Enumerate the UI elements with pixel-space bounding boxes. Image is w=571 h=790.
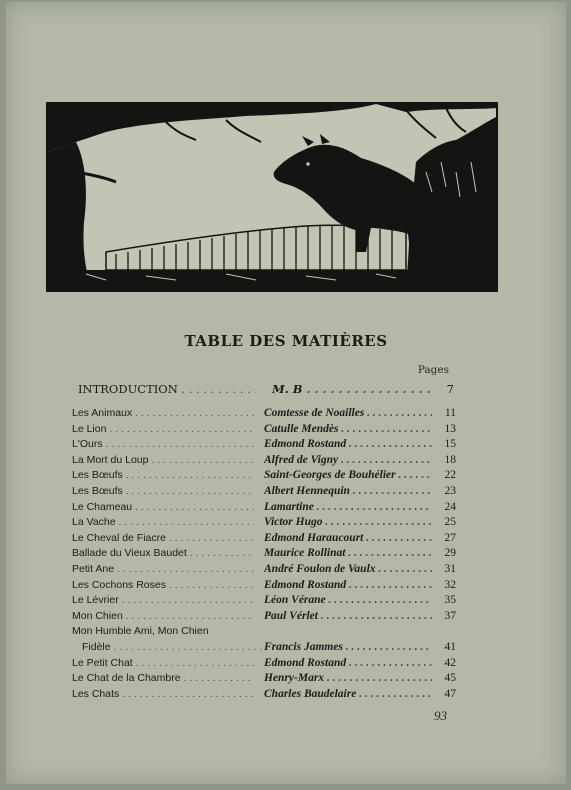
poem-page: 35 <box>444 594 456 607</box>
pages-column-label: Pages <box>417 364 449 376</box>
poem-page: 22 <box>444 469 456 482</box>
poem-author: Edmond Rostand . . . <box>264 656 432 672</box>
poem-page: 45 <box>444 672 456 685</box>
poem-title: Petit Ane . . . <box>72 562 254 578</box>
poem-title: Les Chats . . . <box>72 687 254 703</box>
poem-page: 11 <box>444 407 456 419</box>
poem-author: Lamartine . . . <box>264 500 432 516</box>
poem-page: 29 <box>444 547 456 560</box>
toc-entry <box>72 624 456 640</box>
poem-author: Léon Vérane . . . <box>264 593 432 609</box>
poem-author: Edmond Rostand . . . <box>264 578 432 594</box>
poem-author: Catulle Mendès . . . <box>264 422 432 438</box>
toc-entry <box>72 453 456 469</box>
poem-title: La Mort du Loup . . . <box>72 453 254 469</box>
poem-title: Le Petit Chat . . . <box>72 656 254 672</box>
poem-page: 42 <box>444 656 456 669</box>
poem-page: 32 <box>444 578 456 591</box>
introduction-page: 7 <box>446 382 454 396</box>
toc-entry <box>72 531 456 547</box>
poem-author: Comtesse de Noailles . . . <box>264 406 432 422</box>
poem-page: 41 <box>444 640 456 653</box>
poem-author: Alfred de Vigny . . . <box>264 453 432 469</box>
toc-entry <box>72 500 456 516</box>
book-page <box>6 2 566 784</box>
poem-title: Les Animaux . . . <box>72 406 254 422</box>
toc-entry <box>72 484 456 500</box>
poem-title: Le Chameau . . . <box>72 500 254 516</box>
poem-page: 47 <box>444 687 456 700</box>
introduction-author: M. B . . . <box>272 382 434 396</box>
poem-page: 31 <box>444 562 456 575</box>
poem-title: Les Cochons Roses . . . <box>72 578 254 594</box>
poem-title: Le Chat de la Chambre . . . <box>72 671 254 687</box>
toc-entry <box>72 578 456 594</box>
introduction-title: INTRODUCTION . . . <box>78 382 256 396</box>
poem-title: Le Lion . . . <box>72 422 254 438</box>
toc-entry <box>72 593 456 609</box>
poem-author: André Foulon de Vaulx . . . <box>264 562 432 578</box>
toc-entry <box>72 562 456 578</box>
poem-page: 27 <box>444 531 456 544</box>
toc-entry <box>72 546 456 562</box>
poem-author: Edmond Rostand . . . <box>264 437 432 453</box>
toc-entry <box>72 437 456 453</box>
toc-entry <box>72 640 456 656</box>
poem-page: 13 <box>444 422 456 435</box>
poem-author: Charles Baudelaire . . . <box>264 687 432 703</box>
poem-title: Mon Humble Ami, Mon Chien <box>72 625 209 638</box>
poem-page: 25 <box>444 516 456 529</box>
poem-page: 23 <box>444 484 456 497</box>
introduction-entry <box>78 382 454 400</box>
poem-title: L'Ours . . . <box>72 437 254 453</box>
poem-author: Francis Jammes . . . <box>264 640 432 656</box>
poem-author: Edmond Haraucourt . . . <box>264 531 432 547</box>
page-number: 93 <box>434 708 447 723</box>
poem-author: Paul Vérlet . . . <box>264 609 432 625</box>
page-title: TABLE DES MATIÈRES <box>184 332 388 350</box>
toc-entry <box>72 422 456 438</box>
toc-entry <box>72 468 456 484</box>
poem-page: 15 <box>444 438 456 451</box>
woodcut-boar-illustration <box>46 102 498 292</box>
poem-page: 18 <box>444 453 456 466</box>
toc-entry <box>72 406 456 422</box>
toc-entry <box>72 515 456 531</box>
poem-author: Albert Hennequin . . . <box>264 484 432 500</box>
poem-title: Le Cheval de Fiacre . . . <box>72 531 254 547</box>
poem-page: 24 <box>444 500 456 513</box>
poem-author: Victor Hugo . . . <box>264 515 432 531</box>
poem-title: Les Bœufs . . . <box>72 484 254 500</box>
poem-author: Maurice Rollinat . . . <box>264 546 432 562</box>
table-of-contents <box>72 406 456 702</box>
poem-title: Les Bœufs . . . <box>72 468 254 484</box>
poem-title: La Vache . . . <box>72 515 254 531</box>
toc-entry <box>72 687 456 703</box>
toc-entry <box>72 609 456 625</box>
toc-entry <box>72 671 456 687</box>
poem-title: Ballade du Vieux Baudet . . . <box>72 546 254 562</box>
toc-entry <box>72 656 456 672</box>
poem-title: Mon Chien . . . <box>72 609 254 625</box>
poem-page: 37 <box>444 609 456 622</box>
poem-title: Fidèle . . . <box>72 640 264 656</box>
poem-author: Saint-Georges de Bouhélier . . . <box>264 468 432 484</box>
poem-title: Le Lévrier . . . <box>72 593 254 609</box>
poem-author: Henry-Marx . . . <box>264 671 432 687</box>
